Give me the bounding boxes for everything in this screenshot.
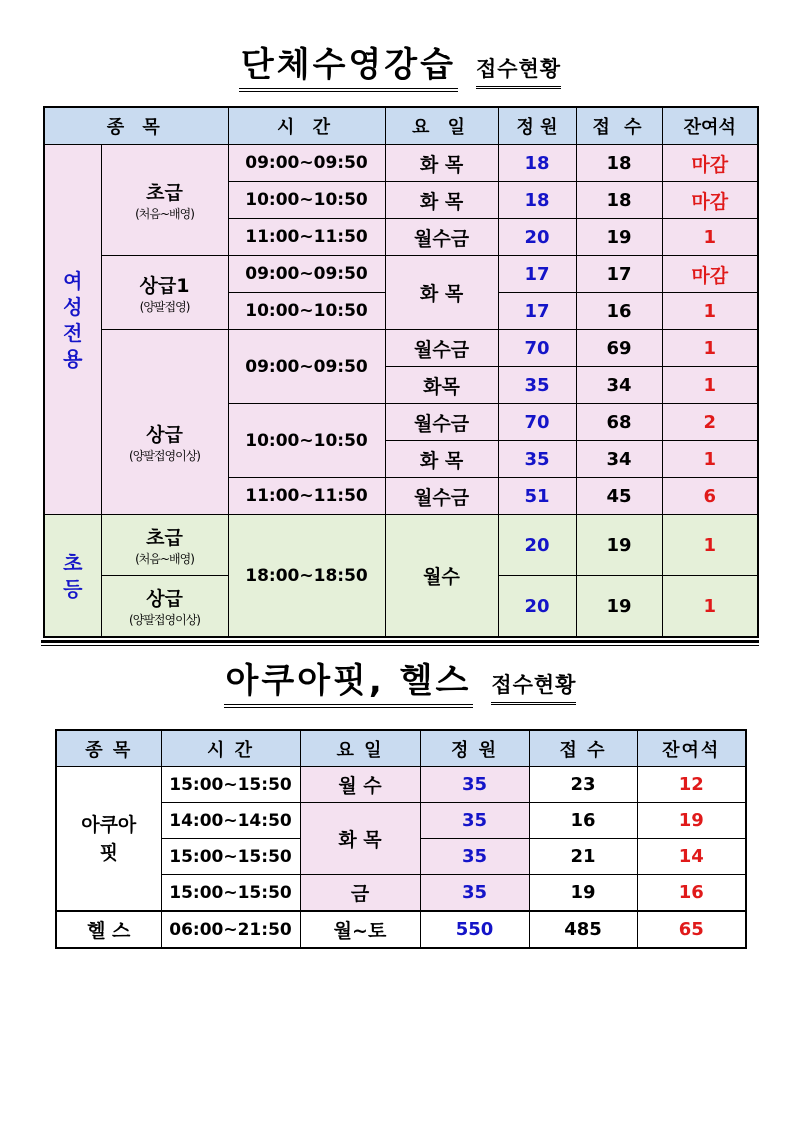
days-cell: 월수금: [385, 219, 498, 256]
days-cell: 금: [300, 875, 420, 912]
capacity-cell: 20: [498, 576, 576, 638]
capacity-cell: 35: [498, 367, 576, 404]
registered-cell: 18: [576, 182, 662, 219]
registered-cell: 16: [529, 803, 637, 839]
days-cell: 화목: [385, 367, 498, 404]
swim-header-row: [44, 107, 758, 145]
time-cell: 09:00~09:50: [228, 145, 385, 182]
aqua-title-sub: 접수현황: [491, 670, 576, 705]
level-kid-upper-label: 상급: [146, 588, 183, 610]
registered-cell: 68: [576, 404, 662, 441]
level-upper1-note: (양팔접영): [139, 299, 190, 314]
remaining-cell: 19: [637, 803, 746, 839]
registered-cell: 34: [576, 441, 662, 478]
remaining-cell: 1: [662, 515, 758, 576]
days-cell: 월수금: [385, 404, 498, 441]
capacity-cell: 20: [498, 515, 576, 576]
col-header-time: 시 간: [161, 730, 300, 767]
registered-cell: 19: [576, 576, 662, 638]
level-beginner-note: (처음~배영): [135, 207, 194, 221]
capacity-cell: 18: [498, 145, 576, 182]
time-cell: 09:00~09:50: [228, 256, 385, 293]
col-header-subject: 종 목: [56, 730, 161, 767]
col-header-registered: 접 수: [576, 107, 662, 145]
table-row: [44, 145, 758, 182]
days-cell: 월수: [385, 515, 498, 638]
aqua-title-main: 아쿠아핏, 헬스: [224, 660, 474, 708]
group-kids-label: [44, 515, 101, 638]
col-header-subject: 종 목: [44, 107, 228, 145]
section-divider: [41, 640, 759, 646]
capacity-cell: 17: [498, 293, 576, 330]
registered-cell: 45: [576, 478, 662, 515]
time-cell: 15:00~15:50: [161, 839, 300, 875]
registered-cell: 19: [576, 219, 662, 256]
capacity-cell: 20: [498, 219, 576, 256]
col-header-remaining: 잔여석: [637, 730, 746, 767]
col-header-registered: 접 수: [529, 730, 637, 767]
registered-cell: 485: [529, 911, 637, 948]
registered-cell: 34: [576, 367, 662, 404]
level-upper-note: (양팔접영이상): [129, 449, 200, 463]
capacity-cell: 35: [498, 441, 576, 478]
aqua-label-text: 아쿠아 핏: [81, 813, 137, 864]
remaining-cell: 1: [662, 330, 758, 367]
level-kid-upper-note: (양팔접영이상): [129, 613, 200, 627]
table-row: [56, 767, 746, 803]
col-header-days: 요 일: [385, 107, 498, 145]
level-beginner-label: 초급: [146, 182, 183, 204]
days-cell: 화 목: [385, 145, 498, 182]
swim-title-sub: 접수현황: [476, 54, 561, 89]
registered-cell: 69: [576, 330, 662, 367]
table-row: [56, 911, 746, 948]
capacity-cell: 35: [420, 875, 529, 912]
remaining-cell: 1: [662, 293, 758, 330]
days-cell: 화 목: [300, 803, 420, 875]
time-cell: 18:00~18:50: [228, 515, 385, 638]
time-cell: 09:00~09:50: [228, 330, 385, 404]
remaining-cell: 마감: [662, 145, 758, 182]
registered-cell: 19: [576, 515, 662, 576]
remaining-cell: 12: [637, 767, 746, 803]
remaining-cell: 마감: [662, 182, 758, 219]
time-cell: 11:00~11:50: [228, 478, 385, 515]
remaining-cell: 6: [662, 478, 758, 515]
col-header-remaining: 잔여석: [662, 107, 758, 145]
col-header-days: 요 일: [300, 730, 420, 767]
level-beginner: [101, 145, 228, 256]
registered-cell: 19: [529, 875, 637, 912]
registered-cell: 23: [529, 767, 637, 803]
col-header-time: 시 간: [228, 107, 385, 145]
level-kid-beginner-label: 초급: [146, 527, 183, 549]
remaining-cell: 1: [662, 219, 758, 256]
capacity-cell: 70: [498, 330, 576, 367]
group-women-label: [44, 145, 101, 515]
table-row: [44, 515, 758, 576]
remaining-cell: 마감: [662, 256, 758, 293]
capacity-cell: 51: [498, 478, 576, 515]
level-upper: [101, 330, 228, 515]
time-cell: 10:00~10:50: [228, 293, 385, 330]
swim-table: [43, 106, 759, 638]
col-header-capacity: 정 원: [498, 107, 576, 145]
remaining-cell: 16: [637, 875, 746, 912]
remaining-cell: 2: [662, 404, 758, 441]
level-upper-label: 상급: [146, 424, 183, 446]
health-label: 헬 스: [56, 911, 161, 948]
level-kid-upper: [101, 576, 228, 638]
time-cell: 15:00~15:50: [161, 767, 300, 803]
time-cell: 06:00~21:50: [161, 911, 300, 948]
time-cell: 11:00~11:50: [228, 219, 385, 256]
days-cell: 화 목: [385, 441, 498, 478]
col-header-capacity: 정 원: [420, 730, 529, 767]
capacity-cell: 550: [420, 911, 529, 948]
days-cell: 월수금: [385, 478, 498, 515]
registered-cell: 16: [576, 293, 662, 330]
remaining-cell: 14: [637, 839, 746, 875]
days-cell: 월수금: [385, 330, 498, 367]
group-kids-text: 초 등: [63, 550, 83, 601]
capacity-cell: 17: [498, 256, 576, 293]
swim-title: [0, 44, 800, 92]
time-cell: 10:00~10:50: [228, 404, 385, 478]
aqua-header-row: [56, 730, 746, 767]
days-cell: 월~토: [300, 911, 420, 948]
aqua-title: [0, 660, 800, 708]
registered-cell: 21: [529, 839, 637, 875]
aqua-table: [55, 729, 747, 949]
registered-cell: 17: [576, 256, 662, 293]
remaining-cell: 1: [662, 576, 758, 638]
level-kid-beginner: [101, 515, 228, 576]
time-cell: 15:00~15:50: [161, 875, 300, 912]
capacity-cell: 70: [498, 404, 576, 441]
group-women-text: 여 성 전 용: [63, 268, 83, 371]
days-cell: 월 수: [300, 767, 420, 803]
capacity-cell: 35: [420, 839, 529, 875]
table-row: [44, 256, 758, 293]
table-row: [44, 330, 758, 367]
level-upper1: [101, 256, 228, 330]
level-upper1-label: 상급1: [139, 274, 190, 297]
remaining-cell: 1: [662, 367, 758, 404]
capacity-cell: 35: [420, 767, 529, 803]
capacity-cell: 35: [420, 803, 529, 839]
remaining-cell: 65: [637, 911, 746, 948]
time-cell: 10:00~10:50: [228, 182, 385, 219]
level-kid-beginner-note: (처음~배영): [135, 552, 194, 566]
registered-cell: 18: [576, 145, 662, 182]
days-cell: 화 목: [385, 182, 498, 219]
aqua-label: [56, 767, 161, 912]
time-cell: 14:00~14:50: [161, 803, 300, 839]
capacity-cell: 18: [498, 182, 576, 219]
swim-title-main: 단체수영강습: [239, 44, 458, 92]
days-cell: 화 목: [385, 256, 498, 330]
remaining-cell: 1: [662, 441, 758, 478]
